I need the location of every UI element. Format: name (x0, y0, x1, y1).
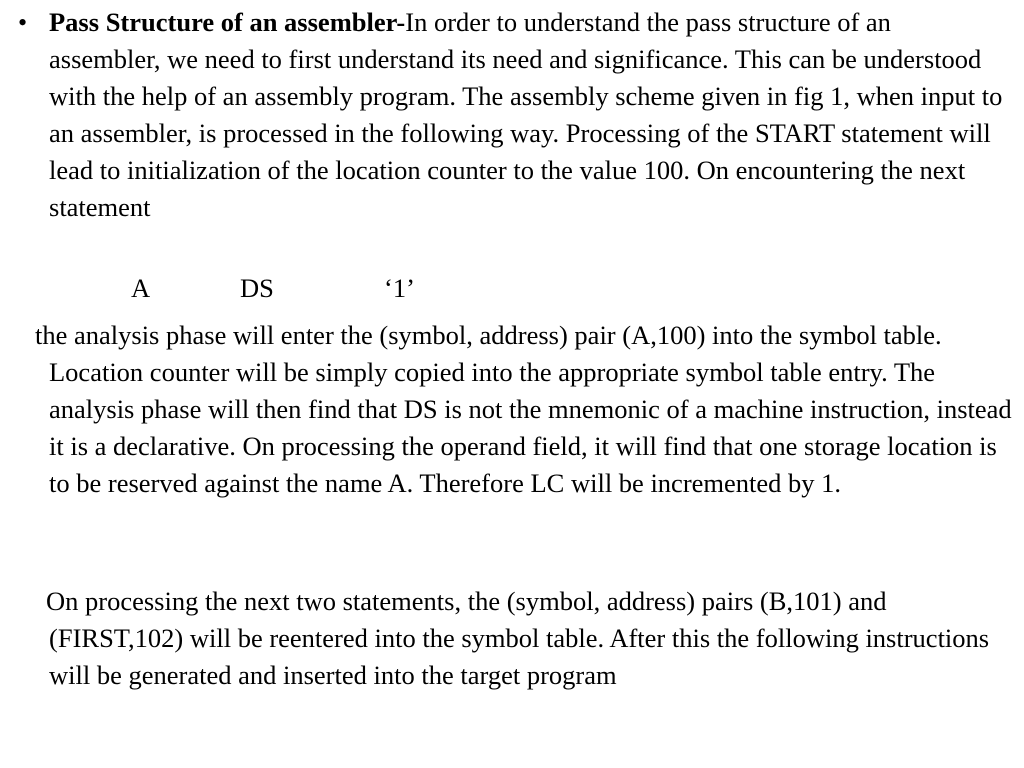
statement-opcode: DS (240, 273, 274, 303)
bullet-dot-icon: • (18, 8, 28, 37)
bullet-item (18, 4, 1008, 226)
heading-text: Pass Structure of an assembler- (49, 7, 406, 37)
paragraph-3: On processing the next two statements, the (symbol, address) pairs (B,101) and (FIRST,102) will be reentered into the symbol table. After this the following instructions will be generated and inserted into the target program (46, 586, 990, 690)
bullet-block (18, 4, 1008, 226)
assembly-statement (0, 270, 1024, 307)
statement-operand: ‘1’ (384, 273, 415, 303)
statement-label: A (131, 273, 151, 303)
paragraph-2: the analysis phase will enter the (symbol, address) pair (A,100) into the symbol table. Location counter will be simply copied into the appropriate symbol table entry. The analysis phase will then find that DS is not the mnemonic of a machine instruction, instead it is a declarative. On processing the operand field, it will find that one storage location is to be reserved against the name A. Therefore LC will be incremented by 1. (35, 320, 1012, 498)
paragraph-intro (49, 4, 1008, 226)
paragraph-1-text: In order to understand the pass structure of an assembler, we need to first understand its need and significance. This can be understood with the help of an assembly program. The assembly scheme given in fig 1, when input to an assembler, is processed in the following way. Processing of the START statement will lead to initialization of the location counter to the value 100. On encountering the next statement (49, 7, 1003, 222)
